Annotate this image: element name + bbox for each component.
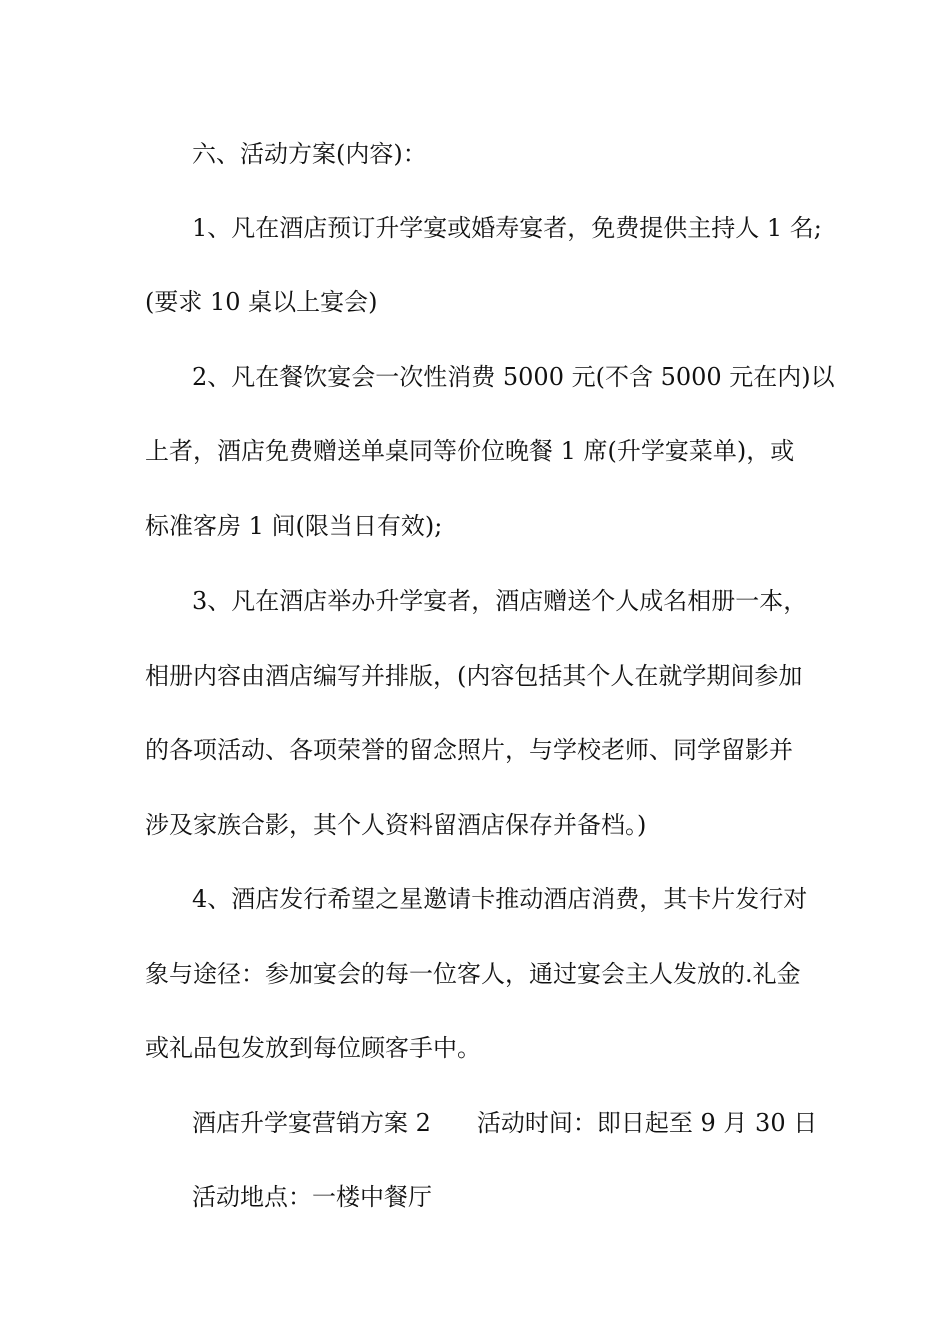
paragraph-line: 2、凡在餐饮宴会一次性消费 5000 元(不含 5000 元在内)以	[192, 363, 835, 391]
paragraph-line: 4、酒店发行希望之星邀请卡推动酒店消费，其卡片发行对	[192, 885, 808, 913]
paragraph-line: 1、凡在酒店预订升学宴或婚寿宴者，免费提供主持人 1 名;	[192, 214, 822, 242]
paragraph-line: 3、凡在酒店举办升学宴者，酒店赠送个人成名相册一本，	[192, 587, 808, 615]
paragraph-line: (要求 10 桌以上宴会)	[145, 288, 378, 316]
paragraph-line: 涉及家族合影，其个人资料留酒店保存并备档。)	[145, 811, 647, 839]
activity-time: 活动时间：即日起至 9 月 30 日	[476, 1109, 818, 1137]
activity-location: 活动地点：一楼中餐厅	[192, 1183, 432, 1211]
paragraph-line: 相册内容由酒店编写并排版，(内容包括其个人在就学期间参加	[145, 662, 803, 690]
plan-title-line	[192, 1107, 817, 1139]
paragraph-line: 或礼品包发放到每位顾客手中。	[145, 1034, 481, 1062]
section-heading: 六、活动方案(内容)：	[192, 140, 427, 168]
paragraph-line: 的各项活动、各项荣誉的留念照片，与学校老师、同学留影并	[145, 736, 793, 764]
paragraph-line: 上者，酒店免费赠送单桌同等价位晚餐 1 席(升学宴菜单)，或	[145, 437, 795, 465]
plan-title: 酒店升学宴营销方案 2	[192, 1109, 431, 1137]
paragraph-line: 象与途径：参加宴会的每一位客人，通过宴会主人发放的.礼金	[145, 960, 801, 988]
paragraph-line: 标准客房 1 间(限当日有效);	[145, 512, 443, 540]
